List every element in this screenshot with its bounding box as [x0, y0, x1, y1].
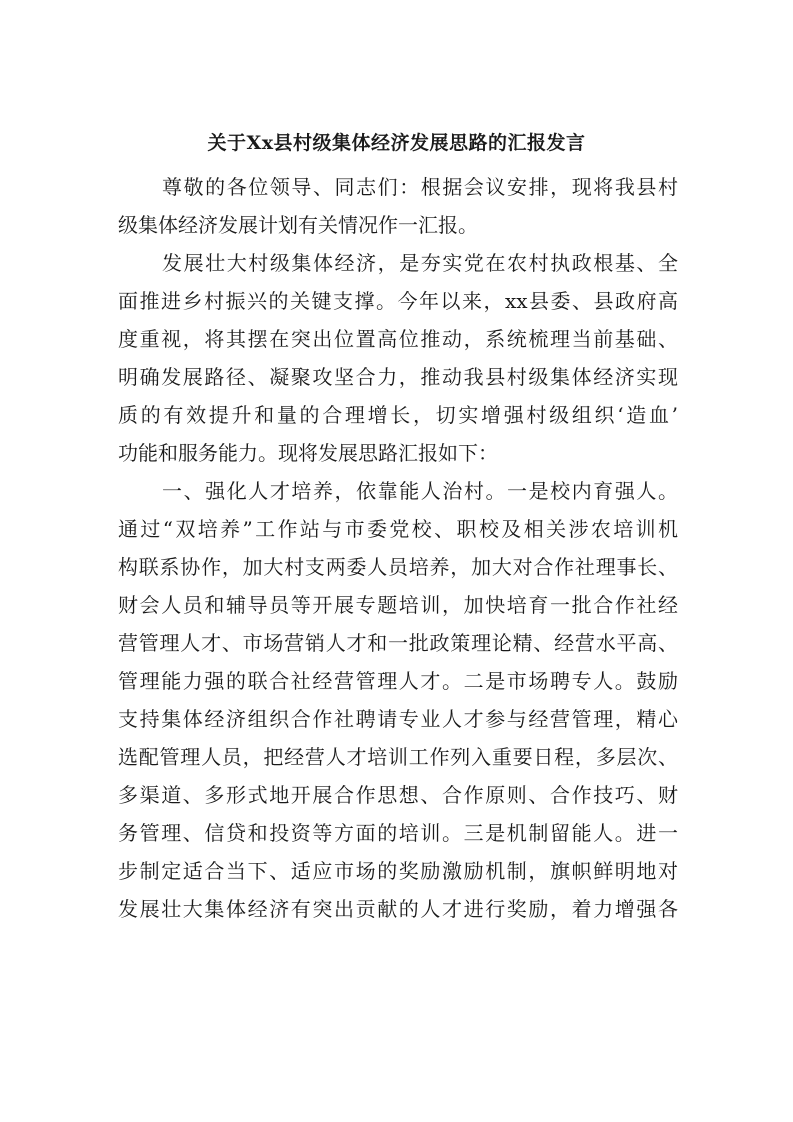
text-line: 级集体经济发展计划有关情况作一汇报。 [118, 213, 478, 237]
document-title: 关于Xx县村级集体经济发展思路的汇报发言 [207, 132, 586, 154]
text-line: 支持集体经济组织合作社聘请专业人才参与经营管理，精心 [118, 707, 678, 731]
text-line: 发展壮大村级集体经济，是夯实党在农村执政根基、全 [162, 251, 678, 275]
text-line: 尊敬的各位领导、同志们：根据会议安排，现将我县村 [162, 175, 678, 199]
text-line: 构联系协作，加大村支两委人员培养，加大对合作社理事长、 [118, 555, 678, 579]
text-line: 功能和服务能力。现将发展思路汇报如下： [118, 441, 498, 465]
text-line: 多渠道、多形式地开展合作思想、合作原则、合作技巧、财 [118, 783, 678, 807]
paragraph-talent [118, 472, 678, 928]
text-line: 营管理人才、市场营销人才和一批政策理论精、经营水平高、 [118, 631, 678, 655]
text-line: 通过“双培养”工作站与市委党校、职校及相关涉农培训机 [118, 517, 678, 541]
text-line: 一、强化人才培养，依靠能人治村。一是校内育强人。 [162, 479, 678, 503]
text-line: 财会人员和辅导员等开展专题培训，加快培育一批合作社经 [118, 593, 678, 617]
text-line: 明确发展路径、凝聚攻坚合力，推动我县村级集体经济实现 [118, 365, 678, 389]
text-line: 选配管理人员，把经营人才培训工作列入重要日程，多层次、 [118, 745, 678, 769]
document-body [118, 168, 678, 928]
text-line: 发展壮大集体经济有突出贡献的人才进行奖励，着力增强各 [118, 897, 678, 921]
text-line: 面推进乡村振兴的关键支撑。今年以来，xx县委、县政府高 [118, 289, 678, 313]
paragraph-greeting [118, 168, 678, 244]
text-line: 度重视，将其摆在突出位置高位推动，系统梳理当前基础、 [118, 327, 678, 351]
text-line: 管理能力强的联合社经营管理人才。二是市场聘专人。鼓励 [118, 669, 678, 693]
text-line: 步制定适合当下、适应市场的奖励激励机制，旗帜鲜明地对 [118, 859, 678, 883]
text-line: 质的有效提升和量的合理增长，切实增强村级组织‘造血’ [118, 403, 678, 427]
text-line: 务管理、信贷和投资等方面的培训。三是机制留能人。进一 [118, 821, 678, 845]
paragraph-overview [118, 244, 678, 472]
